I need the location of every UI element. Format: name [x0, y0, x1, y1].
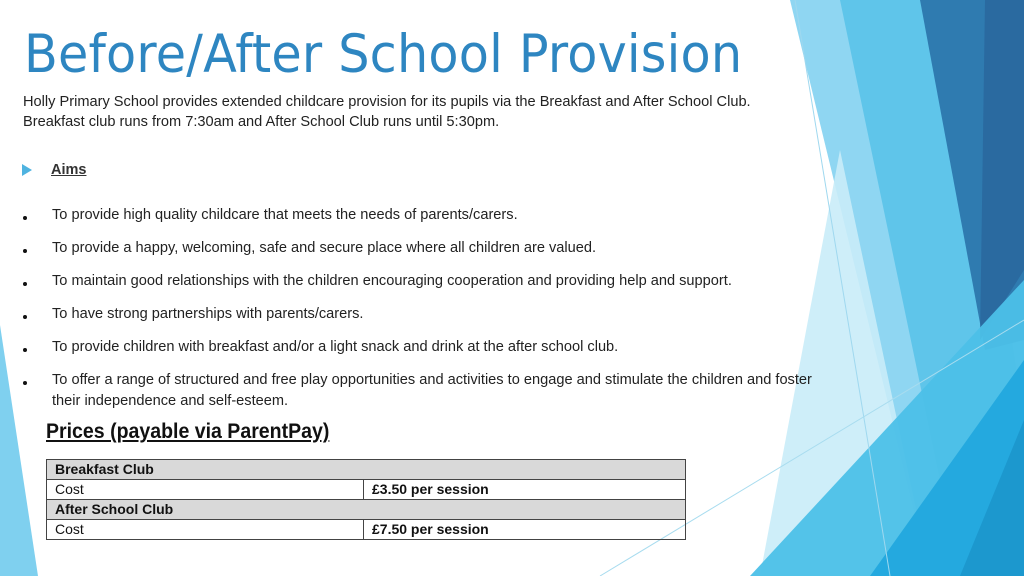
group-name: After School Club [47, 500, 686, 520]
list-item [22, 271, 822, 292]
cost-value: £7.50 per session [364, 520, 686, 540]
aim-text: To maintain good relationships with the children encouraging cooperation and providing help and support. [52, 273, 732, 289]
bullet-icon [23, 282, 27, 286]
intro-paragraph [23, 92, 823, 132]
list-item [22, 205, 822, 226]
triangle-right-icon [22, 164, 32, 176]
aim-text: To offer a range of structured and free play opportunities and activities to engage and stimulate the children and foster their independence and self-esteem. [52, 372, 812, 409]
table-row [47, 520, 686, 540]
aims-heading-label: Aims [51, 162, 87, 178]
intro-line: Breakfast club runs from 7:30am and After School Club runs until 5:30pm. [23, 114, 500, 130]
bullet-icon [23, 381, 27, 385]
slide-title: Before/After School Provision [24, 24, 743, 85]
aim-text: To provide children with breakfast and/or a light snack and drink at the after school club. [52, 339, 619, 355]
aim-text: To provide a happy, welcoming, safe and secure place where all children are valued. [52, 240, 597, 256]
bullet-icon [23, 348, 27, 352]
table-row-group [47, 500, 686, 520]
cost-value: £3.50 per session [364, 480, 686, 500]
table-row [47, 480, 686, 500]
aims-heading [22, 162, 86, 178]
list-item [22, 304, 822, 325]
list-item [22, 337, 822, 358]
table-row-group [47, 460, 686, 480]
intro-line: Holly Primary School provides extended childcare provision for its pupils via the Breakfast and After School Club. [23, 94, 751, 110]
aim-text: To have strong partnerships with parents/carers. [52, 306, 364, 322]
cost-label: Cost [47, 520, 364, 540]
bullet-icon [23, 216, 27, 220]
aim-text: To provide high quality childcare that meets the needs of parents/carers. [52, 207, 518, 223]
list-item [22, 370, 822, 412]
aims-list [22, 205, 822, 412]
prices-table [46, 459, 686, 540]
bullet-icon [23, 249, 27, 253]
bullet-icon [23, 315, 27, 319]
cost-label: Cost [47, 480, 364, 500]
prices-heading: Prices (payable via ParentPay) [46, 420, 330, 443]
list-item [22, 238, 822, 259]
group-name: Breakfast Club [47, 460, 686, 480]
